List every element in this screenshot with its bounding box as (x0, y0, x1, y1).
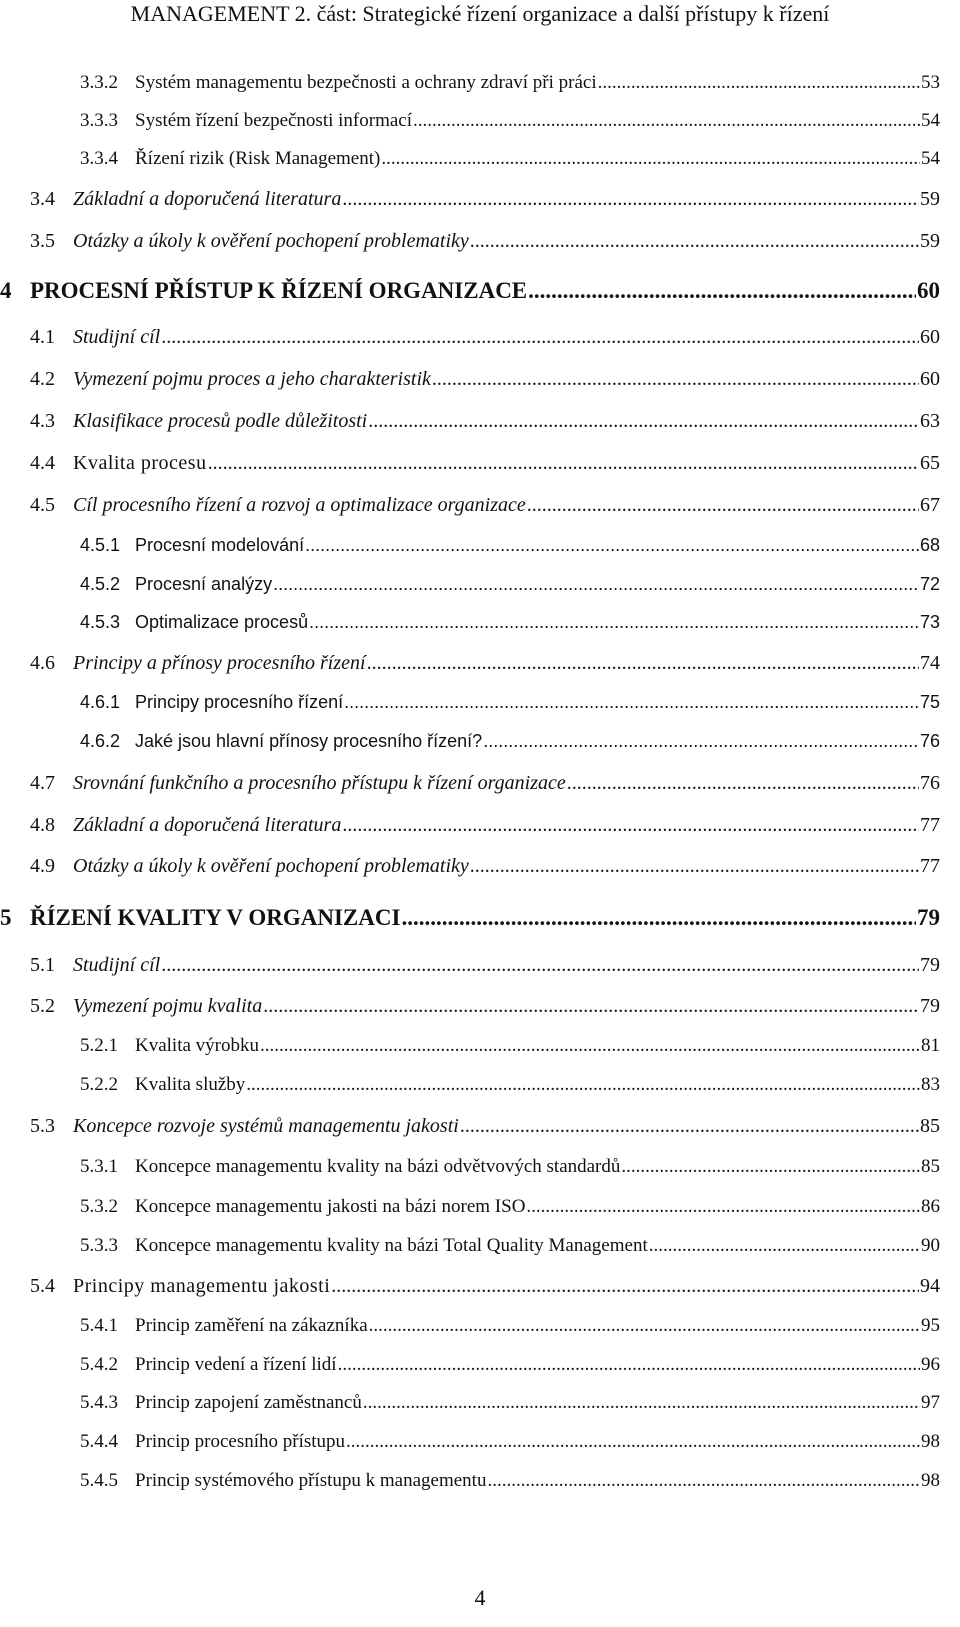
dot-leader (363, 1392, 920, 1414)
toc-entry-page: 98 (921, 1431, 940, 1452)
dot-leader (344, 692, 919, 713)
dot-leader (470, 230, 919, 253)
toc-entry[interactable] (30, 855, 940, 878)
toc-entry-page: 86 (921, 1196, 940, 1217)
toc-entry-title: Princip zapojení zaměstnanců (135, 1392, 362, 1413)
toc-entry-title: Princip vedení a řízení lidí (135, 1354, 337, 1375)
toc-entry[interactable] (0, 905, 940, 931)
toc-entry-title: Koncepce managementu kvality na bázi odvětvových standardů (135, 1156, 621, 1177)
toc-entry-title: ŘÍZENÍ KVALITY V ORGANIZACI (30, 905, 401, 930)
toc-entry-number: 3.3.3 (80, 110, 118, 131)
toc-entry-number: 5.2 (30, 995, 55, 1017)
toc-entry-number: 5 (0, 905, 12, 930)
toc-entry-number: 3.3.4 (80, 148, 118, 169)
toc-entry-page: 94 (920, 1275, 940, 1297)
toc-entry-number: 5.3.2 (80, 1196, 118, 1217)
dot-leader (260, 1035, 920, 1057)
toc-entry-number: 4.6.2 (80, 731, 121, 751)
toc-entry-number: 4.7 (30, 772, 55, 794)
toc-entry-page: 90 (921, 1235, 940, 1256)
toc-entry[interactable] (80, 1392, 940, 1414)
toc-entry-number: 5.4 (30, 1275, 55, 1297)
toc-entry-title: Studijní cíl (73, 954, 161, 976)
toc-entry-number: 4.5.2 (80, 574, 121, 594)
toc-entry-title: Procesní modelování (135, 535, 305, 555)
toc-entry-title: Koncepce rozvoje systémů managementu jakosti (73, 1115, 459, 1137)
toc-entry-title: Princip systémového přístupu k managementu (135, 1470, 487, 1491)
toc-entry-title: Princip zaměření na zákazníka (135, 1315, 368, 1336)
toc-entry[interactable] (30, 326, 940, 349)
toc-entry-page: 59 (920, 230, 940, 252)
toc-entry-title: Kvalita výrobku (135, 1035, 260, 1056)
toc-entry[interactable] (80, 110, 940, 132)
toc-entry-title: Řízení rizik (Risk Management) (135, 148, 381, 169)
toc-entry[interactable] (30, 452, 940, 475)
toc-entry[interactable] (30, 995, 940, 1018)
toc-entry-page: 54 (921, 148, 940, 169)
toc-entry-number: 3.3.2 (80, 72, 118, 93)
dot-leader (342, 814, 919, 837)
toc-entry-title: Kvalita služby (135, 1074, 246, 1095)
toc-entry-page: 53 (921, 72, 940, 93)
toc-entry-number: 5.4.3 (80, 1392, 118, 1413)
toc-entry-title: Srovnání funkčního a procesního přístupu k řízení organizace (73, 772, 566, 794)
toc-entry[interactable] (80, 692, 940, 713)
toc-entry-page: 77 (920, 855, 940, 877)
toc-entry-number: 4.6 (30, 652, 55, 674)
toc-entry[interactable] (30, 1115, 940, 1138)
toc-entry-title: Koncepce managementu kvality na bázi Total Quality Management (135, 1235, 648, 1256)
toc-entry[interactable] (30, 230, 940, 253)
dot-leader (161, 326, 919, 349)
dot-leader (487, 1470, 920, 1492)
toc-entry-page: 68 (919, 535, 940, 555)
toc-entry[interactable] (80, 535, 940, 556)
toc-entry-number: 3.4 (30, 188, 55, 210)
toc-entry-page: 76 (920, 772, 940, 794)
dot-leader (483, 731, 919, 752)
toc-entry-page: 79 (920, 995, 940, 1017)
toc-entry-title: Vymezení pojmu kvalita (73, 995, 263, 1017)
toc-entry[interactable] (30, 368, 940, 391)
dot-leader (432, 368, 919, 391)
dot-leader (598, 72, 920, 94)
dot-leader (567, 772, 919, 795)
toc-entry-page: 85 (921, 1156, 940, 1177)
toc-entry-number: 4.8 (30, 814, 55, 836)
dot-leader (331, 1275, 919, 1298)
dot-leader (470, 855, 919, 878)
toc-entry[interactable] (30, 494, 940, 517)
dot-leader (305, 535, 919, 556)
toc-entry-title: Principy managementu jakosti (73, 1275, 331, 1297)
toc-entry-number: 4.2 (30, 368, 55, 390)
toc-entry-page: 67 (920, 494, 940, 516)
dot-leader (263, 995, 919, 1018)
dot-leader (246, 1074, 920, 1096)
toc-entry[interactable] (80, 1470, 940, 1492)
toc-entry-number: 3.5 (30, 230, 55, 252)
toc-entry-number: 5.3.1 (80, 1156, 118, 1177)
dot-leader (527, 494, 919, 517)
toc-entry-number: 4.5.3 (80, 612, 121, 632)
dot-leader (460, 1115, 919, 1138)
toc-entry[interactable] (30, 652, 940, 675)
dot-leader (621, 1156, 920, 1178)
toc-entry-title: Procesní analýzy (135, 574, 273, 594)
toc-entry[interactable] (80, 1074, 940, 1096)
toc-entry-page: 59 (920, 188, 940, 210)
dot-leader (528, 278, 916, 304)
toc-entry-page: 60 (920, 368, 940, 390)
toc-entry-title: Základní a doporučená literatura (73, 188, 342, 210)
toc-entry-title: Optimalizace procesů (135, 612, 309, 632)
dot-leader (526, 1196, 920, 1218)
toc-entry-number: 5.4.5 (80, 1470, 118, 1491)
dot-leader (401, 905, 916, 931)
toc-entry-number: 5.3 (30, 1115, 55, 1137)
dot-leader (208, 452, 919, 475)
toc-entry[interactable] (80, 574, 940, 595)
toc-entry-page: 97 (921, 1392, 940, 1413)
toc-entry-page: 65 (920, 452, 940, 474)
toc-entry-title: Jaké jsou hlavní přínosy procesního řízení? (135, 731, 483, 751)
toc-entry[interactable] (80, 72, 940, 94)
toc-entry-number: 4.4 (30, 452, 55, 474)
dot-leader (367, 652, 919, 675)
dot-leader (342, 188, 919, 211)
toc-entry[interactable] (30, 188, 940, 211)
toc-entry-number: 4.5.1 (80, 535, 121, 555)
toc-entry-page: 72 (919, 574, 940, 594)
toc-entry-page: 96 (921, 1354, 940, 1375)
toc-entry-page: 74 (920, 652, 940, 674)
toc-entry-number: 5.4.2 (80, 1354, 118, 1375)
dot-leader (368, 410, 919, 433)
toc-entry-title: Koncepce managementu jakosti na bázi norem ISO (135, 1196, 526, 1217)
toc-entry-title: Základní a doporučená literatura (73, 814, 342, 836)
dot-leader (161, 954, 919, 977)
toc-entry-page: 98 (921, 1470, 940, 1491)
toc-entry-title: Klasifikace procesů podle důležitosti (73, 410, 368, 432)
toc-entry-number: 4.6.1 (80, 692, 121, 712)
toc-entry[interactable] (80, 1354, 940, 1376)
dot-leader (413, 110, 920, 132)
toc-entry-title: Principy a přínosy procesního řízení (73, 652, 366, 674)
toc-entry-page: 73 (919, 612, 940, 632)
toc-entry[interactable] (30, 814, 940, 837)
toc-entry-page: 75 (919, 692, 940, 712)
toc-entry-number: 5.3.3 (80, 1235, 118, 1256)
toc-entry-title: Cíl procesního řízení a rozvoj a optimalizace organizace (73, 494, 526, 516)
toc-entry-title: Principy procesního řízení (135, 692, 344, 712)
toc-entry-page: 76 (919, 731, 940, 751)
toc-entry[interactable] (80, 1196, 940, 1218)
toc-entry[interactable] (30, 410, 940, 433)
toc-entry-page: 79 (920, 954, 940, 976)
toc-entry-number: 4.1 (30, 326, 55, 348)
toc-entry[interactable] (80, 1035, 940, 1057)
toc-entry-page: 54 (921, 110, 940, 131)
toc-entry[interactable] (80, 148, 940, 170)
toc-entry-number: 5.4.4 (80, 1431, 118, 1452)
toc-entry-title: Kvalita procesu (73, 452, 207, 474)
toc-entry[interactable] (30, 954, 940, 977)
toc-entry-page: 85 (920, 1115, 940, 1137)
toc-entry-number: 5.4.1 (80, 1315, 118, 1336)
dot-leader (273, 574, 919, 595)
toc-entry-page: 79 (917, 905, 940, 930)
dot-leader (309, 612, 919, 633)
toc-entry-title: Vymezení pojmu proces a jeho charakteristik (73, 368, 431, 390)
toc-entry-title: Otázky a úkoly k ověření pochopení problematiky (73, 230, 469, 252)
toc-entry-page: 95 (921, 1315, 940, 1336)
toc-entry[interactable] (80, 1431, 940, 1453)
toc-entry-number: 4.5 (30, 494, 55, 516)
dot-leader (346, 1431, 920, 1453)
toc-entry-number: 5.2.1 (80, 1035, 118, 1056)
toc-entry[interactable] (30, 772, 940, 795)
toc-entry-title: PROCESNÍ PŘÍSTUP K ŘÍZENÍ ORGANIZACE (30, 278, 528, 303)
toc-entry-title: Otázky a úkoly k ověření pochopení problematiky (73, 855, 469, 877)
running-header: MANAGEMENT 2. část: Strategické řízení organizace a další přístupy k řízení (130, 1, 830, 26)
toc-entry[interactable] (30, 1275, 940, 1298)
toc-entry-page: 83 (921, 1074, 940, 1095)
toc-entry-number: 5.2.2 (80, 1074, 118, 1095)
dot-leader (338, 1354, 920, 1376)
dot-leader (369, 1315, 920, 1337)
toc-entry-page: 60 (917, 278, 940, 303)
toc-entry-page: 60 (920, 326, 940, 348)
toc-entry-title: Studijní cíl (73, 326, 161, 348)
toc-entry-title: Princip procesního přístupu (135, 1431, 346, 1452)
toc-entry-page: 63 (920, 410, 940, 432)
toc-entry-title: Systém řízení bezpečnosti informací (135, 110, 412, 131)
dot-leader (381, 148, 920, 170)
toc-entry-number: 4 (0, 278, 12, 303)
page-number: 4 (474, 1585, 486, 1610)
toc-entry[interactable] (0, 278, 940, 304)
toc-entry-number: 4.3 (30, 410, 55, 432)
toc-entry[interactable] (80, 1235, 940, 1257)
toc-entry[interactable] (80, 1156, 940, 1178)
toc-entry-number: 5.1 (30, 954, 55, 976)
dot-leader (649, 1235, 920, 1257)
toc-entry-number: 4.9 (30, 855, 55, 877)
toc-entry[interactable] (80, 1315, 940, 1337)
toc-entry-page: 77 (920, 814, 940, 836)
toc-entry-title: Systém managementu bezpečnosti a ochrany zdraví při práci (135, 72, 597, 93)
toc-entry[interactable] (80, 731, 940, 752)
toc-entry-page: 81 (921, 1035, 940, 1056)
toc-entry[interactable] (80, 612, 940, 633)
